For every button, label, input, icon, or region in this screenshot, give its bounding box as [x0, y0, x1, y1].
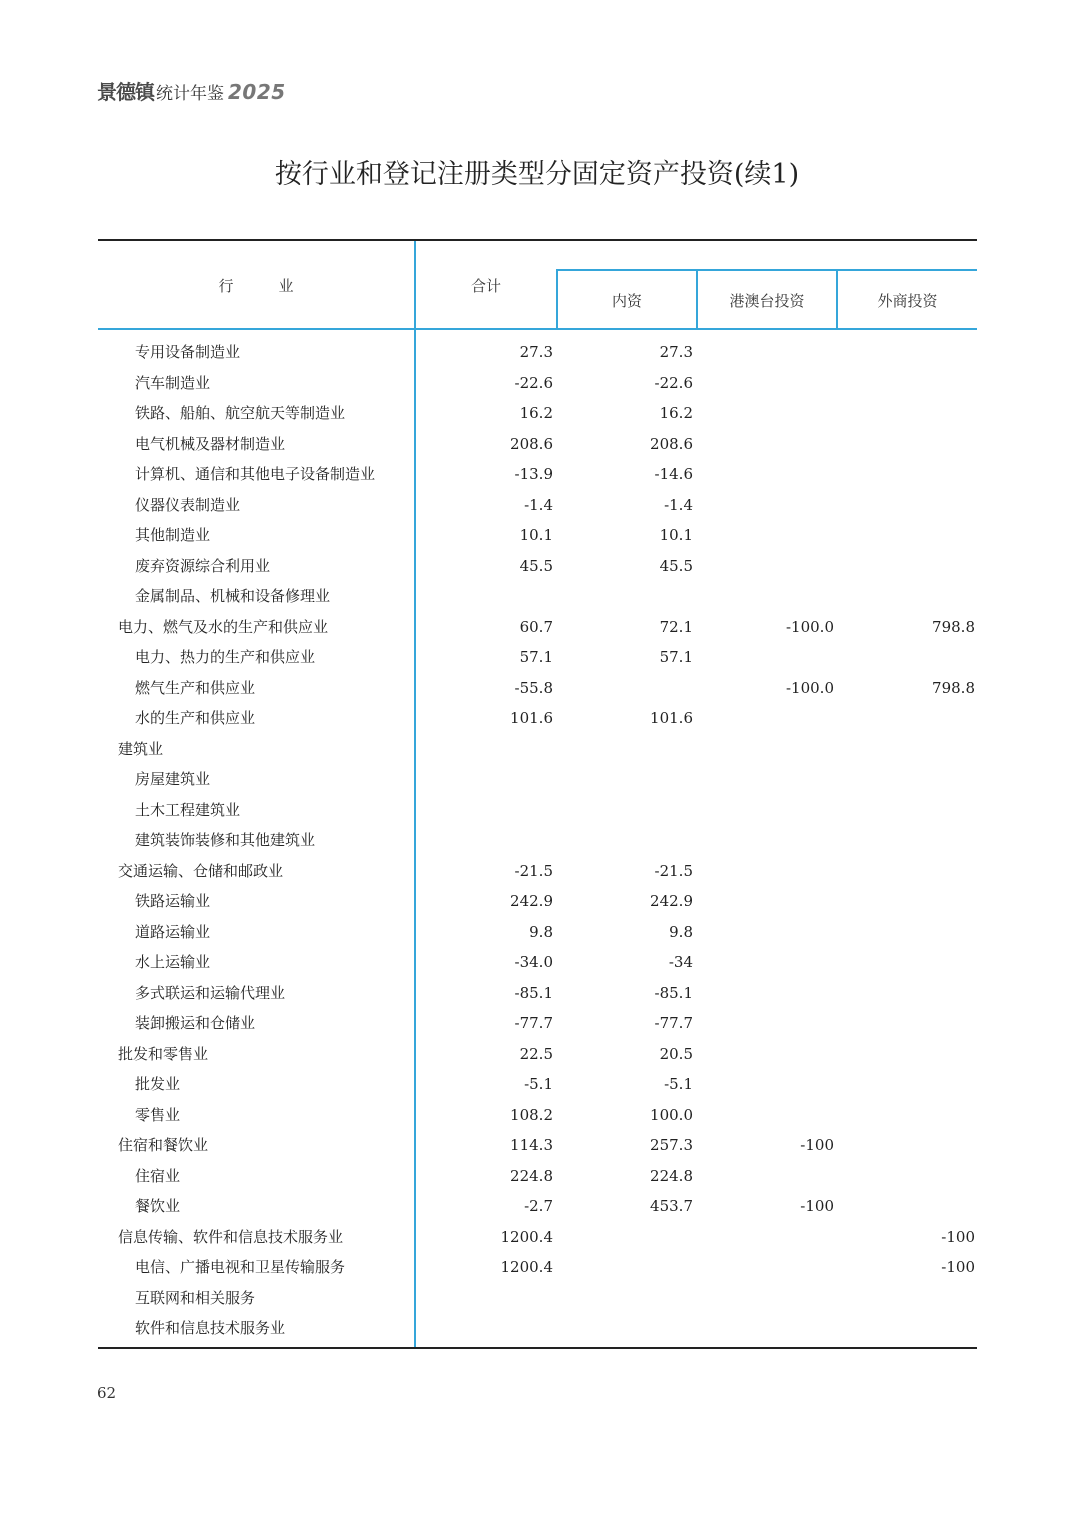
table-row [98, 1130, 977, 1160]
domestic-value: 16.2 [659, 404, 693, 422]
industry-name: 住宿业 [135, 1166, 181, 1185]
industry-name: 房屋建筑业 [135, 770, 211, 788]
total-value: 242.9 [510, 892, 553, 910]
industry-name: 互联网和相关服务 [135, 1288, 256, 1307]
table-row [98, 581, 977, 611]
table-row [98, 947, 977, 977]
table-row [98, 1252, 977, 1282]
industry-name: 燃气生产和供应业 [135, 678, 256, 697]
table-row [98, 703, 977, 733]
table-row [98, 734, 977, 764]
table-row [98, 673, 977, 703]
hkmt-value: -100 [800, 1197, 834, 1215]
industry-name: 建筑业 [118, 739, 164, 758]
industry-name: 批发和零售业 [118, 1044, 209, 1063]
table-row [98, 1161, 977, 1191]
industry-name: 金属制品、机械和设备修理业 [135, 587, 331, 605]
industry-name: 装卸搬运和仓储业 [135, 1014, 256, 1032]
industry-name: 道路运输业 [135, 922, 211, 941]
total-value: 208.6 [510, 434, 553, 453]
industry-name: 零售业 [135, 1105, 181, 1124]
domestic-value: -5.1 [664, 1075, 693, 1093]
industry-name: 住宿和餐饮业 [118, 1136, 209, 1154]
hkmt-value: -100.0 [785, 617, 834, 636]
total-value: 57.1 [519, 648, 553, 666]
table-row [98, 825, 977, 855]
domestic-value: 257.3 [650, 1136, 693, 1154]
column-header-industry: 行 业 [218, 277, 294, 295]
domestic-value: 242.9 [650, 892, 693, 910]
total-value: -22.6 [514, 373, 553, 392]
header-book: 统计年鉴 [156, 84, 224, 104]
industry-name: 批发业 [135, 1075, 181, 1093]
domestic-value: 72.1 [659, 617, 693, 636]
table-row [98, 398, 977, 428]
domestic-value: 208.6 [650, 434, 693, 453]
column-header-hkmt: 港澳台投资 [729, 292, 805, 310]
table-row [98, 1100, 977, 1130]
total-value: -77.7 [514, 1014, 553, 1032]
column-header-total: 合计 [470, 277, 501, 295]
table-row [98, 1313, 977, 1343]
foreign-value: 798.8 [932, 617, 975, 636]
yearbook-header [97, 76, 286, 102]
total-value: 10.1 [519, 526, 553, 544]
industry-name: 电力、燃气及水的生产和供应业 [118, 617, 329, 636]
header-city: 景德镇 [97, 80, 154, 104]
domestic-value: -77.7 [654, 1014, 693, 1032]
industry-name: 计算机、通信和其他电子设备制造业 [135, 465, 376, 483]
table-row [98, 368, 977, 398]
industry-name: 水的生产和供应业 [135, 709, 256, 727]
domestic-value: 20.5 [659, 1044, 693, 1063]
total-value: 9.8 [529, 922, 553, 941]
industry-name: 电力、热力的生产和供应业 [135, 648, 316, 666]
table-row [98, 551, 977, 581]
total-value: -34.0 [514, 953, 553, 971]
industry-name: 电气机械及器材制造业 [135, 434, 286, 453]
column-header-domestic: 内资 [611, 292, 642, 310]
domestic-value: -34 [668, 953, 693, 971]
industry-name: 专用设备制造业 [135, 343, 241, 361]
industry-name: 其他制造业 [135, 526, 211, 544]
domestic-value: 9.8 [669, 922, 693, 941]
header-year: 2025 [228, 80, 286, 104]
table-row [98, 1222, 977, 1252]
total-value: -21.5 [514, 861, 553, 880]
table-row [98, 612, 977, 642]
total-value: -55.8 [514, 678, 553, 697]
table-bottom-rule [98, 1347, 977, 1349]
page-number: 62 [97, 1384, 117, 1402]
domestic-value: -1.4 [664, 495, 693, 514]
domestic-value: 224.8 [650, 1166, 693, 1185]
table-row [98, 978, 977, 1008]
table-row [98, 1191, 977, 1221]
industry-name: 水上运输业 [135, 953, 211, 971]
table-row [98, 886, 977, 916]
header-bottom-rule [98, 328, 977, 330]
table-row [98, 429, 977, 459]
domestic-value: -21.5 [654, 861, 693, 880]
table-row [98, 856, 977, 886]
page-title: 按行业和登记注册类型分固定资产投资(续1) [274, 159, 800, 190]
total-value: 60.7 [519, 617, 553, 636]
table-row [98, 520, 977, 550]
industry-name: 土木工程建筑业 [135, 800, 241, 819]
domestic-value: 57.1 [659, 648, 693, 666]
subheader-top-rule [556, 269, 977, 271]
domestic-value: -14.6 [654, 465, 693, 483]
industry-name: 建筑装饰装修和其他建筑业 [135, 831, 316, 849]
total-value: -1.4 [524, 495, 553, 514]
industry-name: 仪器仪表制造业 [135, 495, 241, 514]
industry-name: 铁路运输业 [135, 892, 211, 910]
table-row [98, 1008, 977, 1038]
domestic-value: 45.5 [659, 556, 693, 575]
table-row [98, 764, 977, 794]
total-value: 1200.4 [500, 1258, 553, 1276]
domestic-value: 101.6 [650, 709, 693, 727]
column-header-foreign: 外商投资 [877, 292, 938, 310]
industry-name: 废弃资源综合利用业 [135, 556, 271, 575]
total-value: -85.1 [514, 983, 553, 1002]
foreign-value: 798.8 [932, 678, 975, 697]
industry-name: 多式联运和运输代理业 [135, 983, 286, 1002]
hkmt-value: -100.0 [785, 678, 834, 697]
industry-name: 交通运输、仓储和邮政业 [118, 861, 284, 880]
total-value: 22.5 [519, 1044, 553, 1063]
domestic-value: 100.0 [650, 1105, 693, 1124]
total-value: -2.7 [524, 1197, 553, 1215]
table-row [98, 1039, 977, 1069]
foreign-value: -100 [941, 1227, 975, 1246]
industry-name: 餐饮业 [135, 1197, 181, 1215]
industry-name: 软件和信息技术服务业 [135, 1319, 286, 1337]
domestic-value: -85.1 [654, 983, 693, 1002]
industry-name: 铁路、船舶、航空航天等制造业 [135, 404, 346, 422]
table-row [98, 337, 977, 367]
table-top-rule [98, 239, 977, 241]
total-value: 16.2 [519, 404, 553, 422]
domestic-value: 453.7 [650, 1197, 693, 1215]
foreign-value: -100 [941, 1258, 975, 1276]
total-value: 101.6 [510, 709, 553, 727]
domestic-value: -22.6 [654, 373, 693, 392]
total-value: -5.1 [524, 1075, 553, 1093]
table-row [98, 795, 977, 825]
total-value: 1200.4 [500, 1227, 553, 1246]
hkmt-value: -100 [800, 1136, 834, 1154]
industry-name: 信息传输、软件和信息技术服务业 [118, 1227, 344, 1246]
total-value: 45.5 [519, 556, 553, 575]
table-row [98, 1069, 977, 1099]
table-row [98, 917, 977, 947]
table-row [98, 642, 977, 672]
industry-name: 电信、广播电视和卫星传输服务 [135, 1258, 346, 1276]
table-row [98, 490, 977, 520]
domestic-value: 27.3 [659, 343, 693, 361]
table-row [98, 1283, 977, 1313]
total-value: 27.3 [519, 343, 553, 361]
table-row [98, 459, 977, 489]
total-value: -13.9 [514, 465, 553, 483]
total-value: 114.3 [510, 1136, 553, 1154]
domestic-value: 10.1 [659, 526, 693, 544]
industry-name: 汽车制造业 [135, 373, 211, 392]
total-value: 224.8 [510, 1166, 553, 1185]
total-value: 108.2 [510, 1105, 553, 1124]
